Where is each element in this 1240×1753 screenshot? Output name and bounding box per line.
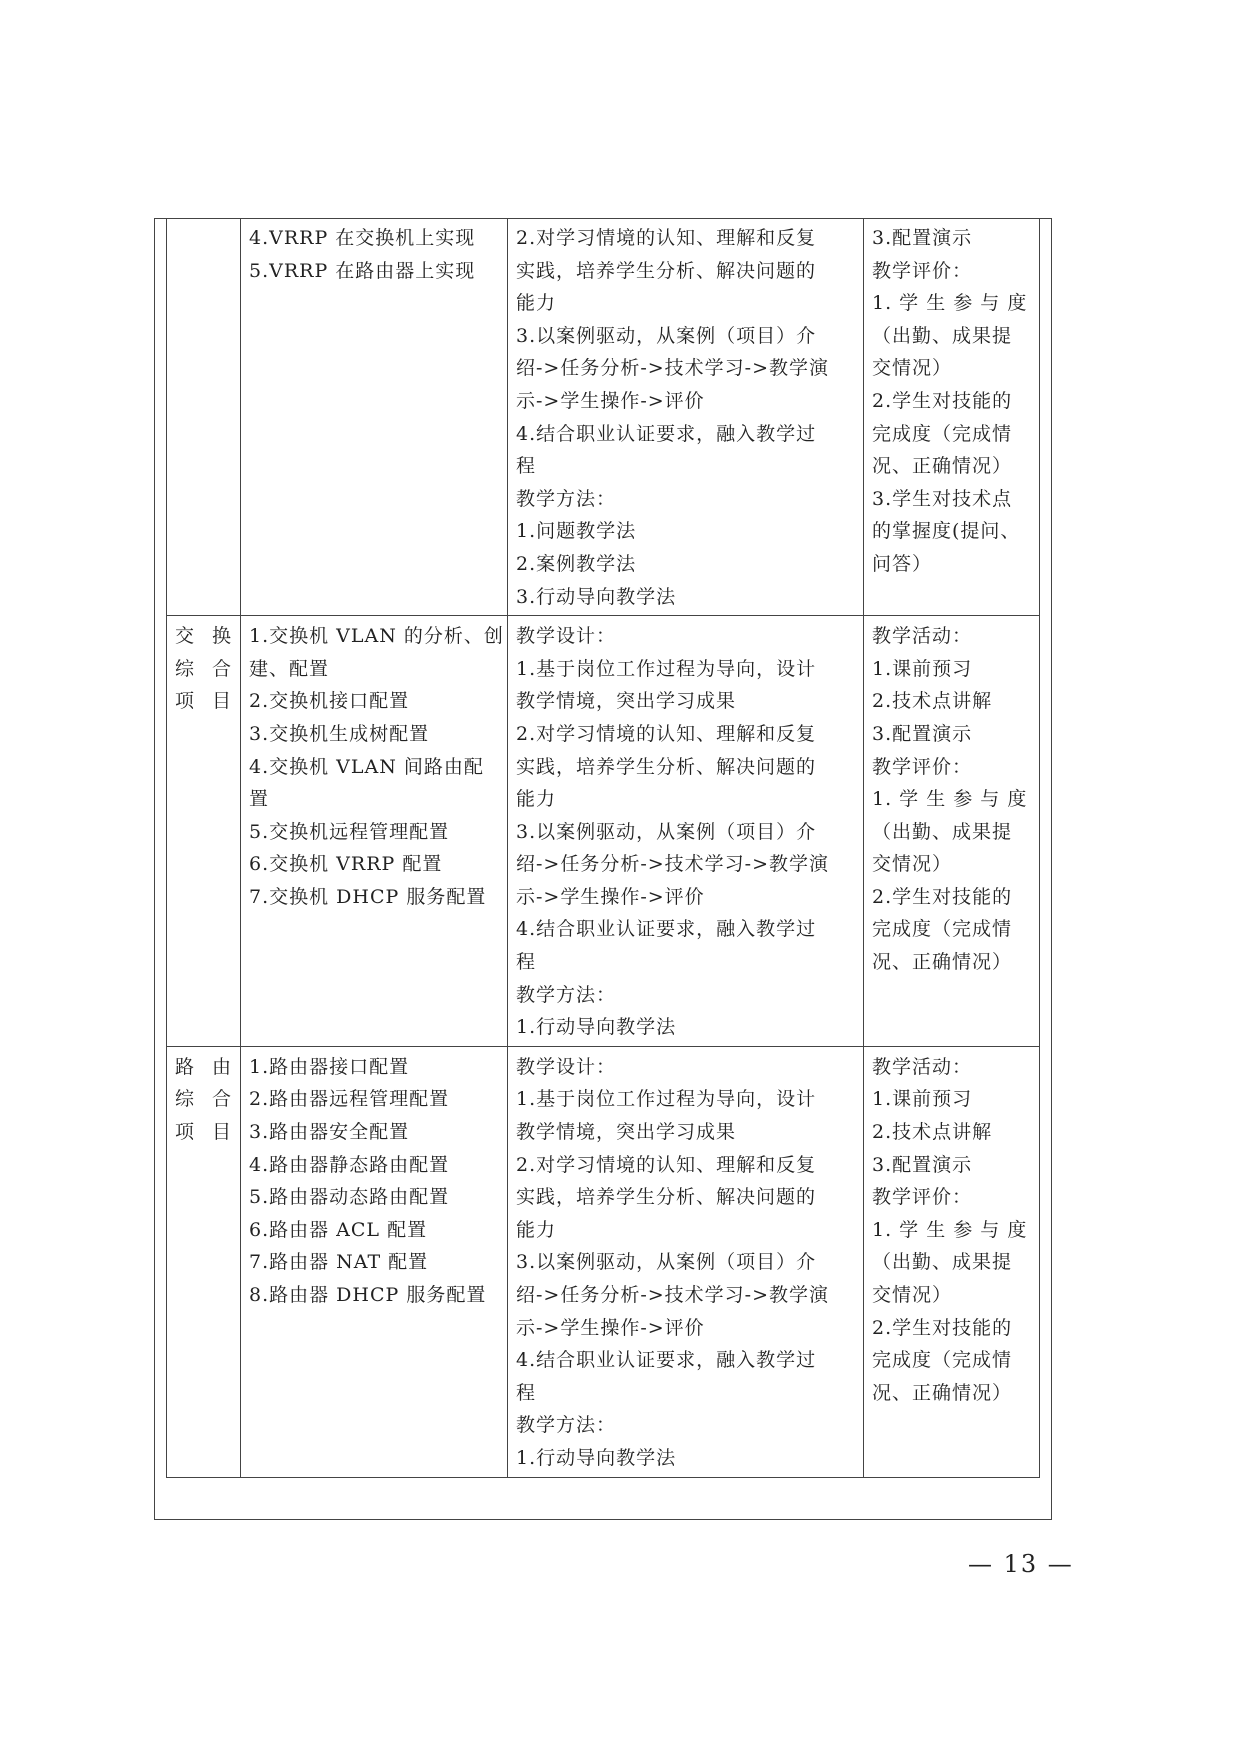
activities-line: 3.配置演示	[872, 1153, 973, 1176]
teaching-plan-table	[166, 218, 1040, 1478]
activities-line: 3.配置演示	[872, 227, 973, 249]
methods-line: 1.行动导向教学法	[516, 1016, 677, 1039]
activities-line: 2.学生对技能的	[872, 885, 1013, 908]
content-line: 4.VRRP 在交换机上实现	[249, 227, 476, 249]
activities-line: 况、正确情况）	[872, 951, 1013, 974]
methods-line: 示->学生操作->评价	[516, 389, 705, 412]
activities-line: 完成度（完成情	[872, 918, 1013, 941]
methods-line: 教学设计：	[516, 1055, 617, 1078]
content-line: 5.VRRP 在路由器上实现	[249, 259, 476, 282]
methods-line: 2.对学习情境的认知、理解和反复	[516, 1153, 817, 1176]
methods-line: 实践，培养学生分析、解决问题的	[516, 1186, 817, 1209]
methods-line: 3.以案例驱动，从案例（项目）介	[516, 324, 817, 347]
methods-line: 3.以案例驱动，从案例（项目）介	[516, 1251, 817, 1274]
activities-line: 的掌握度(提问、	[872, 520, 1021, 543]
methods-line: 教学方法：	[516, 983, 617, 1006]
content-line: 2.路由器远程管理配置	[249, 1088, 450, 1111]
content-line: 建、配置	[249, 657, 330, 680]
page-number: — 13 —	[968, 1550, 1074, 1578]
content-line: 5.路由器动态路由配置	[249, 1186, 450, 1209]
table-row	[167, 616, 1040, 1047]
activities-line: 2.技术点讲解	[872, 1121, 993, 1144]
content-cell	[241, 616, 508, 1047]
methods-line: 绍->任务分析->技术学习->教学演	[516, 853, 830, 876]
content-line: 5.交换机远程管理配置	[249, 820, 450, 843]
content-line: 4.交换机 VLAN 间路由配	[249, 755, 484, 778]
content-cell	[241, 1046, 508, 1477]
methods-cell	[508, 218, 864, 616]
activities-line: 1.课前预习	[872, 657, 973, 680]
activities-line: 教学评价：	[872, 259, 973, 282]
content-line: 1.路由器接口配置	[249, 1055, 410, 1078]
methods-line: 绍->任务分析->技术学习->教学演	[516, 1284, 830, 1306]
activities-line: （出勤、成果提	[872, 1251, 1013, 1274]
methods-line: 能力	[516, 788, 557, 811]
name-line: 交 换	[175, 625, 232, 648]
activities-line: 完成度（完成情	[872, 1349, 1013, 1372]
activities-line: 2.学生对技能的	[872, 1316, 1013, 1339]
methods-line: 实践，培养学生分析、解决问题的	[516, 755, 817, 778]
table-row	[167, 1046, 1040, 1477]
content-line: 3.路由器安全配置	[249, 1121, 410, 1144]
methods-line: 4.结合职业认证要求，融入教学过	[516, 918, 817, 941]
methods-line: 教学方法：	[516, 487, 617, 510]
methods-line: 1.基于岗位工作过程为导向，设计	[516, 657, 817, 680]
methods-line: 4.结合职业认证要求，融入教学过	[516, 422, 817, 445]
methods-line: 4.结合职业认证要求，融入教学过	[516, 1349, 817, 1372]
methods-line: 程	[516, 455, 537, 478]
activities-cell	[864, 1046, 1040, 1477]
activities-line: 交情况）	[872, 853, 953, 876]
activities-line: 交情况）	[872, 357, 953, 380]
activities-line: 1. 学 生 参 与 度	[872, 1218, 1028, 1241]
methods-line: 3.行动导向教学法	[516, 585, 677, 608]
content-line: 7.路由器 NAT 配置	[249, 1251, 429, 1274]
content-line: 3.交换机生成树配置	[249, 722, 430, 745]
methods-line: 3.以案例驱动，从案例（项目）介	[516, 820, 817, 843]
methods-line: 教学设计：	[516, 625, 617, 648]
methods-line: 示->学生操作->评价	[516, 1316, 705, 1339]
activities-line: 况、正确情况）	[872, 1381, 1013, 1404]
methods-line: 实践，培养学生分析、解决问题的	[516, 259, 817, 282]
activities-line: 教学活动：	[872, 1055, 973, 1078]
methods-line: 1.问题教学法	[516, 520, 637, 543]
content-line: 6.路由器 ACL 配置	[249, 1218, 428, 1241]
content-line: 1.交换机 VLAN 的分析、创	[249, 625, 504, 648]
name-line: 项目	[175, 690, 232, 713]
activities-line: 3.配置演示	[872, 722, 973, 745]
activities-line: 教学评价：	[872, 1186, 973, 1209]
activities-line: 1. 学 生 参 与 度	[872, 788, 1028, 811]
methods-line: 示->学生操作->评价	[516, 885, 705, 908]
name-line: 路 由	[175, 1055, 232, 1078]
activities-cell	[864, 218, 1040, 616]
methods-line: 1.行动导向教学法	[516, 1446, 677, 1469]
project-name-cell	[167, 218, 241, 616]
methods-line: 2.对学习情境的认知、理解和反复	[516, 227, 817, 249]
methods-line: 2.案例教学法	[516, 552, 637, 575]
methods-cell	[508, 616, 864, 1047]
activities-line: 3.学生对技术点	[872, 487, 1013, 510]
content-line: 8.路由器 DHCP 服务配置	[249, 1284, 487, 1306]
project-name-cell	[167, 1046, 241, 1477]
methods-line: 程	[516, 1381, 537, 1404]
content-line: 6.交换机 VRRP 配置	[249, 853, 443, 876]
project-name-cell	[167, 616, 241, 1047]
name-line: 项目	[175, 1121, 232, 1144]
methods-cell	[508, 1046, 864, 1477]
content-line: 2.交换机接口配置	[249, 690, 410, 713]
name-line: 综 合	[175, 657, 232, 680]
activities-line: 2.学生对技能的	[872, 389, 1013, 412]
methods-line: 能力	[516, 292, 557, 315]
activities-line: （出勤、成果提	[872, 324, 1013, 347]
activities-line: （出勤、成果提	[872, 820, 1013, 843]
activities-line: 教学评价：	[872, 755, 973, 778]
activities-cell	[864, 616, 1040, 1047]
table-row	[167, 218, 1040, 616]
activities-line: 1.课前预习	[872, 1088, 973, 1111]
activities-line: 况、正确情况）	[872, 455, 1013, 478]
content-line: 4.路由器静态路由配置	[249, 1153, 450, 1176]
activities-line: 1. 学 生 参 与 度	[872, 292, 1028, 315]
methods-line: 2.对学习情境的认知、理解和反复	[516, 722, 817, 745]
content-line: 7.交换机 DHCP 服务配置	[249, 885, 487, 908]
activities-line: 教学活动：	[872, 625, 973, 648]
activities-line: 2.技术点讲解	[872, 690, 993, 713]
name-line: 综 合	[175, 1088, 232, 1111]
methods-line: 能力	[516, 1218, 557, 1241]
methods-line: 教学方法：	[516, 1414, 617, 1437]
activities-line: 交情况）	[872, 1284, 953, 1306]
methods-line: 程	[516, 951, 537, 974]
content-line: 置	[249, 788, 270, 811]
activities-line: 完成度（完成情	[872, 422, 1013, 445]
methods-line: 绍->任务分析->技术学习->教学演	[516, 357, 830, 380]
methods-line: 教学情境，突出学习成果	[516, 690, 737, 713]
methods-line: 教学情境，突出学习成果	[516, 1121, 737, 1144]
content-cell	[241, 218, 508, 616]
methods-line: 1.基于岗位工作过程为导向，设计	[516, 1088, 817, 1111]
activities-line: 问答）	[872, 552, 933, 575]
